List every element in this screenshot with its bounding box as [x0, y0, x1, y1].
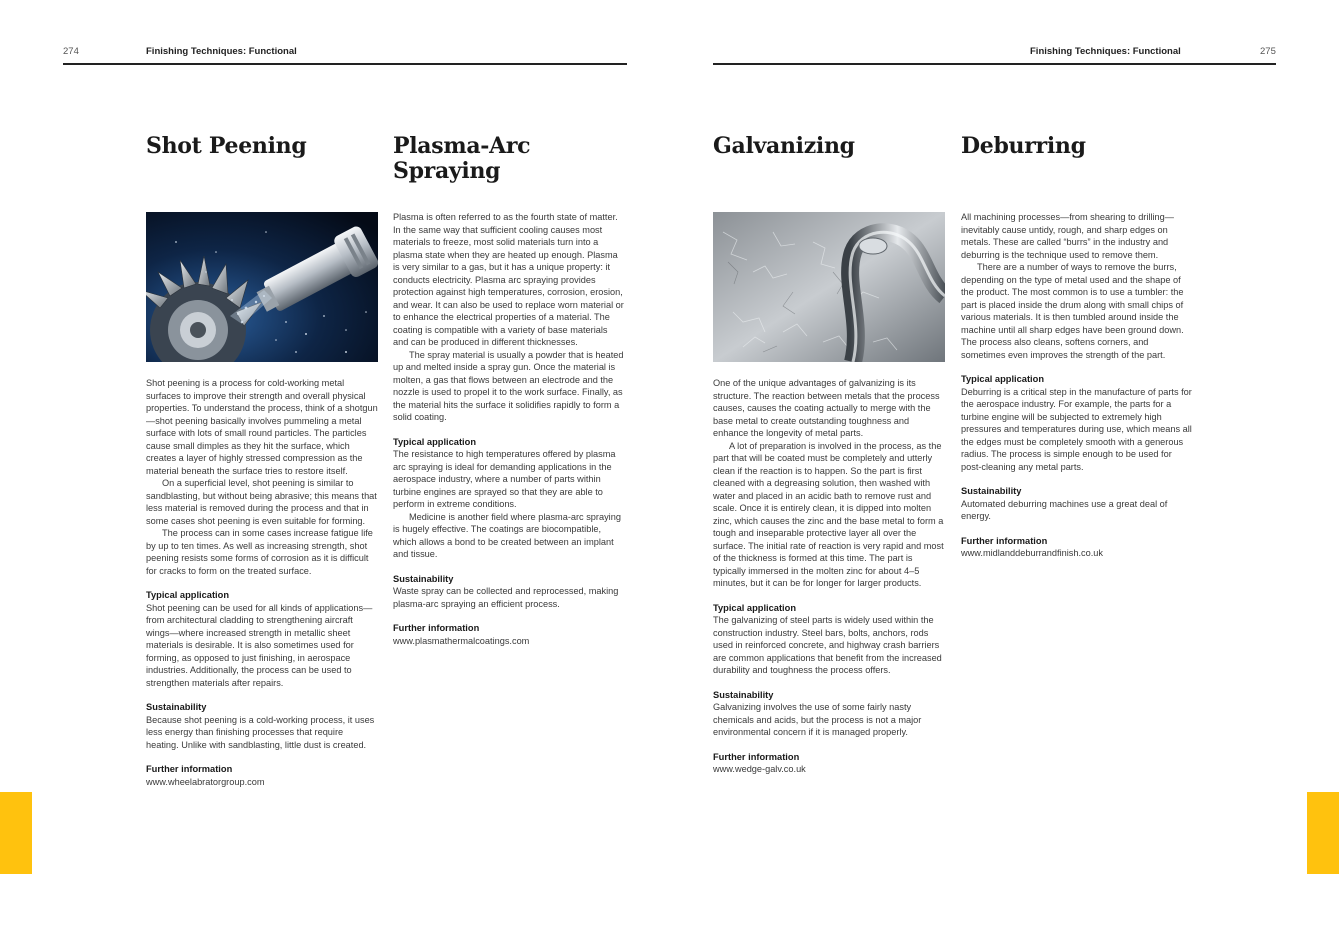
header-rule-left [63, 63, 627, 65]
title-galvanizing: Galvanizing [713, 133, 855, 159]
deburring-intro: All machining processes—from shearing to drilling—inevitably cause untidy, rough, and sharp edges on metals. These are called “burrs” in the industry and deburring is the technique used to remove them. [961, 212, 1174, 260]
shot-peening-para2: On a superficial level, shot peening is similar to sandblasting, but without being abrasive; this means that less material is removed during the process and that in some cases shot peening is even suitable for forming. [146, 478, 377, 526]
page-number-right: 275 [1260, 46, 1276, 57]
galvanizing-intro: One of the unique advantages of galvanizing is its structure. The reaction between metals that the process causes, causes the coating actually to merge with the base metal to create outstanding toughness and enhance the longevity of metal parts. [713, 378, 940, 438]
galvanizing-typical-heading: Typical application [713, 602, 796, 613]
shot-peening-para3: The process can in some cases increase fatigue life by up to ten times. As well as increasing strength, shot peening resists some forms of corrosion as it is difficult for cracks to form on the treated surface. [146, 528, 373, 576]
shot-peening-typical-heading: Typical application [146, 590, 229, 600]
header-rule-right [713, 63, 1276, 65]
plasma-arc-typical-text: The resistance to high temperatures offered by plasma arc spraying is ideal for demanding applications in the aerospace industry, where a number of parts within turbine engines are sprayed so that they are able to perform in extreme conditions. [393, 449, 616, 509]
deburring-typical-text: Deburring is a critical step in the manufacture of parts for the aerospace industry. For example, the parts for a turbine engine will be subjected to extremely high pressures and temperatures during use, which means all the edges must be completely smooth with a generous radius. The process is simple enough to be used for post-cleaning any metal parts. [961, 386, 1192, 472]
shot-peening-intro: Shot peening is a process for cold-working metal surfaces to improve their strength and overall physical properties. To understand the process, think of a shotgun—shot peening basically involves pummeling a metal surface with lots of small round particles. The particles cause small dimples as they hit the surface, which creates a layer of highly stressed compression as the material beneath the surface tries to restore itself. [146, 378, 378, 476]
shot-peening-typical-text: Shot peening can be used for all kinds of applications—from architectural cladding to strengthening aircraft wings—where increased strength in metallic sheet materials is desirable. It is also sometimes used for forming, as opposed to just finishing, in aerospace industries. Additionally, the process can be used to strengthen materials after repairs. [146, 602, 373, 688]
running-head-right: Finishing Techniques: Functional [1030, 46, 1181, 57]
plasma-arc-sustainability-heading: Sustainability [393, 573, 454, 584]
galvanizing-para2: A lot of preparation is involved in the process, as the part that will be coated must be completely and utterly clean if the reaction is to happen. So the part is first cleaned with a degreasing solution, then washed with water and placed in an acidic bath to remove rust and scale. Once it is entirely clean, it is dipped into molten zinc, which causes the zinc and the base metal to form a tough and inseparable protective layer all over the surface. The initial rate of reaction is very rapid and most of the thickness is formed at this time. The part is typically immersed in the molten zinc for about 4–5 minutes, but it can be for longer for larger products. [713, 440, 944, 588]
deburring-further-link[interactable]: www.midlanddeburrandfinish.co.uk [961, 548, 1103, 558]
shot-peening-sustainability-heading: Sustainability [146, 702, 207, 712]
galvanizing-typical-text: The galvanizing of steel parts is widely used within the construction industry. Steel bars, bolts, anchors, rods used in reinforced concrete, and highway crash barriers are common applications that benefit from the increased durability and toughness the process offers. [713, 615, 942, 675]
shot-peening-sustainability-text: Because shot peening is a cold-working process, it uses less energy than finishing processes that require heating. Unlike with sandblasting, little dust is created. [146, 714, 375, 750]
deburring-para2: There are a number of ways to remove the burrs, depending on the type of metal used and the shape of the product. The most common is to use a tumbler: the part is placed inside the drum along with small chips of various materials. It is then tumbled around inside the machine until all sharp edges have been ground down. The process also cleans, softens corners, and sometimes even improves the strength of the part. [961, 262, 1184, 360]
galvanizing-further-link[interactable]: www.wedge-galv.co.uk [713, 764, 806, 774]
plasma-arc-sustainability-text: Waste spray can be collected and reprocessed, making plasma-arc spraying an efficient process. [393, 586, 619, 609]
galvanizing-sustainability-text: Galvanizing involves the use of some fairly nasty chemicals and acids, but the process is not a major environmental concern if it is managed properly. [713, 702, 922, 737]
plasma-arc-intro: Plasma is often referred to as the fourth state of matter. In the same way that sufficient cooling causes most materials to freeze, most solid materials turn into a plasma state when they are heated up enough. Plasma is very similar to a gas, but it has a unique property: it conducts electricity. Plasma arc spraying provides protection against high temperatures, corrosion, erosion, and wear. It can also be used to replace worn material or to enhance the electrical properties of a material. The coating is compatible with a variety of base materials and can be produced in different thicknesses. [393, 212, 624, 347]
section-tab-left [0, 792, 32, 874]
deburring-sustainability-heading: Sustainability [961, 486, 1022, 496]
running-head-left: Finishing Techniques: Functional [146, 46, 297, 57]
plasma-arc-typical-text2: Medicine is another field where plasma-arc spraying is hugely effective. The coatings are biocompatible, which allows a bond to be created between an implant and tissue. [393, 511, 621, 559]
shot-peening-photo [146, 212, 378, 362]
deburring-further-heading: Further information [961, 535, 1048, 546]
title-shot-peening: Shot Peening [146, 133, 307, 159]
plasma-arc-para2: The spray material is usually a powder that is heated up and melted inside a spray gun. Once the material is molten, a gas that flows between an electrode and the nozzle is used to propel it to the work surface. Finally, as the material hits the surface it solidifies rapidly to form a solid coating. [393, 349, 624, 422]
page-number-left: 274 [63, 46, 79, 57]
plasma-arc-column [393, 211, 625, 647]
galvanizing-photo [713, 212, 945, 362]
shot-peening-further-heading: Further information [146, 764, 233, 774]
section-tab-right [1307, 792, 1339, 874]
galvanizing-further-heading: Further information [713, 751, 800, 762]
deburring-column [961, 211, 1193, 560]
shot-peening-column [146, 377, 378, 788]
title-plasma-arc-spraying: Plasma-Arc Spraying [393, 133, 531, 184]
title-deburring: Deburring [961, 133, 1086, 159]
shot-peening-further-link[interactable]: www.wheelabratorgroup.com [146, 776, 265, 787]
galvanizing-column [713, 377, 945, 776]
plasma-arc-further-link[interactable]: www.plasmathermalcoatings.com [393, 635, 530, 646]
plasma-arc-typical-heading: Typical application [393, 436, 476, 447]
plasma-arc-further-heading: Further information [393, 623, 480, 633]
deburring-typical-heading: Typical application [961, 374, 1044, 384]
galvanizing-sustainability-heading: Sustainability [713, 689, 774, 700]
deburring-sustainability-text: Automated deburring machines use a great deal of energy. [961, 498, 1168, 521]
